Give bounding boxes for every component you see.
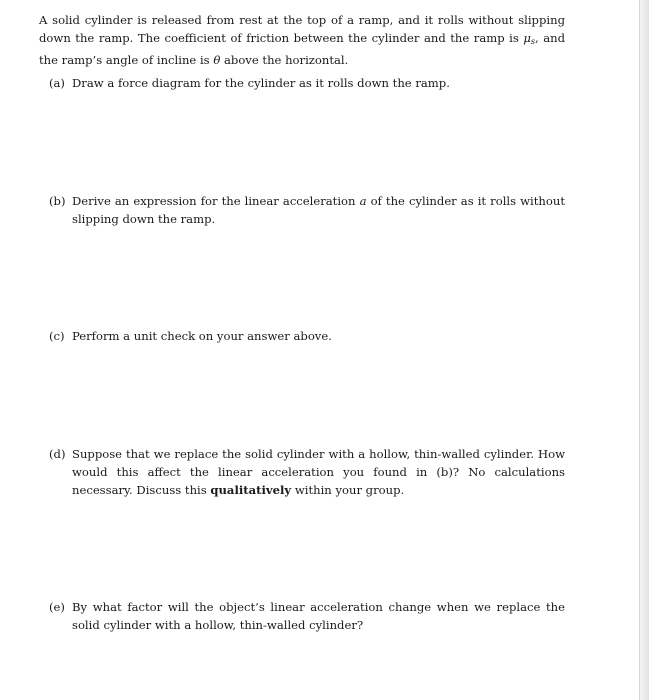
part-a-label: (a) bbox=[49, 76, 65, 90]
part-b-text-2: of the cylinder as it rolls without slipping down the ramp. bbox=[72, 194, 565, 226]
part-b-label: (b) bbox=[49, 194, 66, 208]
part-d-text bbox=[72, 445, 565, 499]
acceleration-symbol: a bbox=[359, 194, 367, 208]
part-d-bold-word: qualitatively bbox=[210, 483, 292, 497]
part-c bbox=[49, 327, 565, 345]
intro-text-1: A solid cylinder is released from rest at the top of a ramp, and it rolls without slipping down the ramp. The coefficient of friction between the cylinder and the ramp is bbox=[39, 13, 565, 45]
part-a-text: Draw a force diagram for the cylinder as it rolls down the ramp. bbox=[72, 76, 450, 90]
part-d-text-2: within your group. bbox=[291, 483, 405, 497]
part-c-label: (c) bbox=[49, 329, 65, 343]
part-b-text-1: Derive an expression for the linear acceleration bbox=[72, 194, 360, 208]
problem-intro bbox=[39, 11, 565, 69]
part-a bbox=[49, 74, 565, 92]
mu-subscript: s bbox=[530, 37, 535, 46]
part-b bbox=[49, 192, 565, 228]
intro-text-3: above the horizontal. bbox=[220, 53, 349, 67]
part-e-label: (e) bbox=[49, 600, 65, 614]
part-e bbox=[49, 598, 565, 634]
page-edge bbox=[639, 0, 649, 700]
part-d-text-1: Suppose that we replace the solid cylinder with a hollow, thin-walled cylinder. How would this affect the linear acceleration you found in (b)? No calculations necessary. Discuss this bbox=[72, 447, 565, 497]
part-b-text bbox=[72, 192, 565, 228]
part-d-label: (d) bbox=[49, 447, 66, 461]
intro-text-2: , and the ramp’s angle of incline is bbox=[39, 31, 566, 67]
part-d bbox=[49, 445, 565, 499]
mu-symbol: μ bbox=[523, 31, 531, 45]
part-c-text: Perform a unit check on your answer above. bbox=[72, 329, 332, 343]
part-e-text: By what factor will the object’s linear acceleration change when we replace the solid cylinder with a hollow, thin-walled cylinder? bbox=[72, 600, 565, 632]
theta-symbol: θ bbox=[213, 53, 221, 67]
